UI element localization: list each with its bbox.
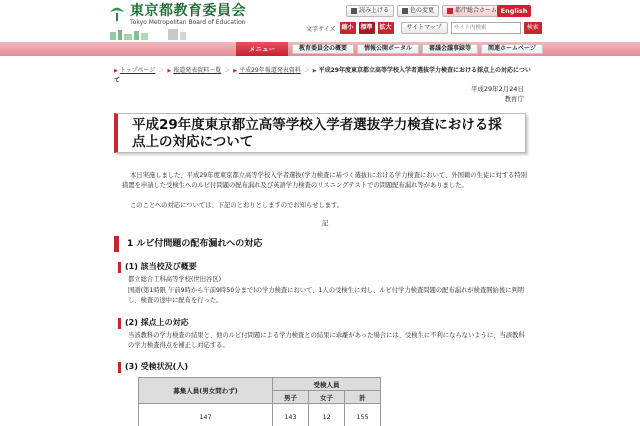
font-search-tools — [306, 22, 542, 34]
section-heading-1: 1 ルビ付問題の配布漏れへの対応 — [114, 236, 526, 252]
site-logo[interactable] — [108, 4, 246, 27]
menu-label: メニュー — [236, 42, 288, 56]
breadcrumb-arrow-icon: ▶ — [167, 68, 172, 74]
breadcrumb — [114, 66, 534, 86]
breadcrumb-top[interactable]: トップページ — [119, 67, 156, 74]
subsection-heading — [118, 317, 418, 329]
logo-subtitle: Tokyo Metropolitan Board of Education — [130, 19, 246, 26]
col-male-header: 男子 — [273, 391, 309, 404]
release-meta — [471, 84, 524, 104]
breadcrumb-arrow-icon: ▶ — [312, 68, 317, 74]
breadcrumb-current: 平成29年度東京都立高等学校入学者選抜学力検査における採点上の対応について — [114, 67, 531, 84]
nav-info-disclosure[interactable]: 情報公開ポータル — [357, 44, 419, 54]
heading-bar — [118, 362, 121, 373]
english-button[interactable]: English — [497, 5, 531, 17]
table-row — [139, 378, 381, 391]
release-issuer: 教育庁 — [504, 95, 524, 103]
subsection-2-title: (2) 採点上の対応 — [125, 318, 189, 327]
recruit-count: 147 — [139, 404, 273, 426]
nav-board-overview[interactable]: 教育委員会の概要 — [292, 44, 354, 54]
page-title: 平成29年度東京都立高等学校入学者選抜学力検査における採点上の対応について — [132, 117, 502, 150]
site-header — [0, 0, 640, 42]
applicant-table — [138, 377, 381, 426]
intro-paragraph: 本日実施しました、平成29年度東京都立高等学校入学者選抜(学力検査に基づく選抜)における学力検査において、外国籍の生徒に対する特別措置を申請した受検生へのルビ付問題の配布漏れ及び英語学力検査のリスニングテストでの問題配布漏れ等がありました。 — [122, 172, 527, 189]
table-row — [139, 404, 381, 426]
breadcrumb-h29-press[interactable]: 平成29年報道発表資料 — [239, 67, 301, 74]
breadcrumb-arrow-icon: ▶ — [114, 68, 118, 74]
ginkgo-logo-icon — [108, 5, 126, 23]
female-count: 12 — [309, 404, 345, 426]
font-larger-button[interactable]: 拡大 — [378, 22, 394, 34]
subsection-3-title: (3) 受検状況(人) — [125, 362, 188, 371]
read-aloud-button[interactable] — [346, 5, 394, 17]
col-total-header: 計 — [345, 391, 381, 404]
color-change-label: 色の変更 — [410, 7, 435, 14]
palette-icon — [402, 8, 408, 14]
home-icon — [447, 8, 453, 14]
heading-bar — [118, 262, 121, 273]
search-button[interactable]: 検索 — [524, 22, 542, 34]
font-size-label: 文字サイズ — [306, 25, 336, 33]
tocho-home-button[interactable] — [442, 5, 502, 17]
subsection-1-title: (1) 該当校及び概要 — [125, 262, 197, 271]
subsection-heading — [118, 361, 418, 373]
subsection-heading — [118, 261, 418, 273]
col-recruit-header: 募集人員(男女問わず) — [139, 378, 273, 404]
breadcrumb-press-list[interactable]: 報道発表資料一覧 — [173, 67, 222, 74]
page-title-box — [114, 113, 526, 153]
intro-notice: このことへの対応については、下記のとおりとしますのでお知らせします。 — [130, 202, 344, 209]
release-date: 平成29年2月24日 — [470, 85, 524, 93]
read-aloud-label: 読み上げる — [359, 7, 390, 14]
logo-title: 東京都教育委員会 — [130, 3, 246, 19]
school-name: 都立総合工科高等学校(世田谷区) — [128, 276, 222, 283]
col-female-header: 女子 — [309, 391, 345, 404]
font-standard-button[interactable]: 標準 — [359, 22, 375, 34]
nav-related-links[interactable]: 関連ホームページ — [481, 44, 543, 54]
heading-bar — [118, 318, 121, 329]
incident-summary: 国語(第1時限 午前9時から午前9時50分まで)の学力検査において、1人の受検生に対し、ルビ付学力検査問題の配布漏れが検査開始後に判明し、検査の途中に配布を行った。 — [128, 287, 525, 304]
scoring-response: 当該教科の学力検査の結果と、他のルビ付問題による学力検査との結果に乖離があった場合には、受検生に不利にならないように、当該教科の学力検査得点を補正し対応する。 — [128, 332, 525, 349]
col-applicants-header: 受検人員 — [273, 378, 381, 391]
breadcrumb-separator: ＞ — [158, 67, 165, 74]
total-count: 155 — [345, 404, 381, 426]
breadcrumb-arrow-icon: ▶ — [233, 68, 238, 74]
sitemap-button[interactable]: サイトマップ — [401, 22, 448, 34]
color-change-button[interactable] — [397, 5, 439, 17]
tocho-home-label: 都庁総合ホーム — [455, 7, 498, 14]
utility-tools — [346, 5, 502, 17]
breadcrumb-separator: ＞ — [303, 67, 310, 74]
global-nav — [292, 44, 543, 54]
search-input[interactable] — [451, 22, 521, 34]
ki-marker: 記 — [322, 219, 329, 227]
skyline-decoration-icon — [108, 28, 198, 40]
nav-council-minutes[interactable]: 審議会議事録等 — [422, 44, 478, 54]
font-smaller-button[interactable]: 縮小 — [340, 22, 356, 34]
speaker-icon — [351, 8, 357, 14]
male-count: 143 — [273, 404, 309, 426]
breadcrumb-separator: ＞ — [224, 67, 231, 74]
